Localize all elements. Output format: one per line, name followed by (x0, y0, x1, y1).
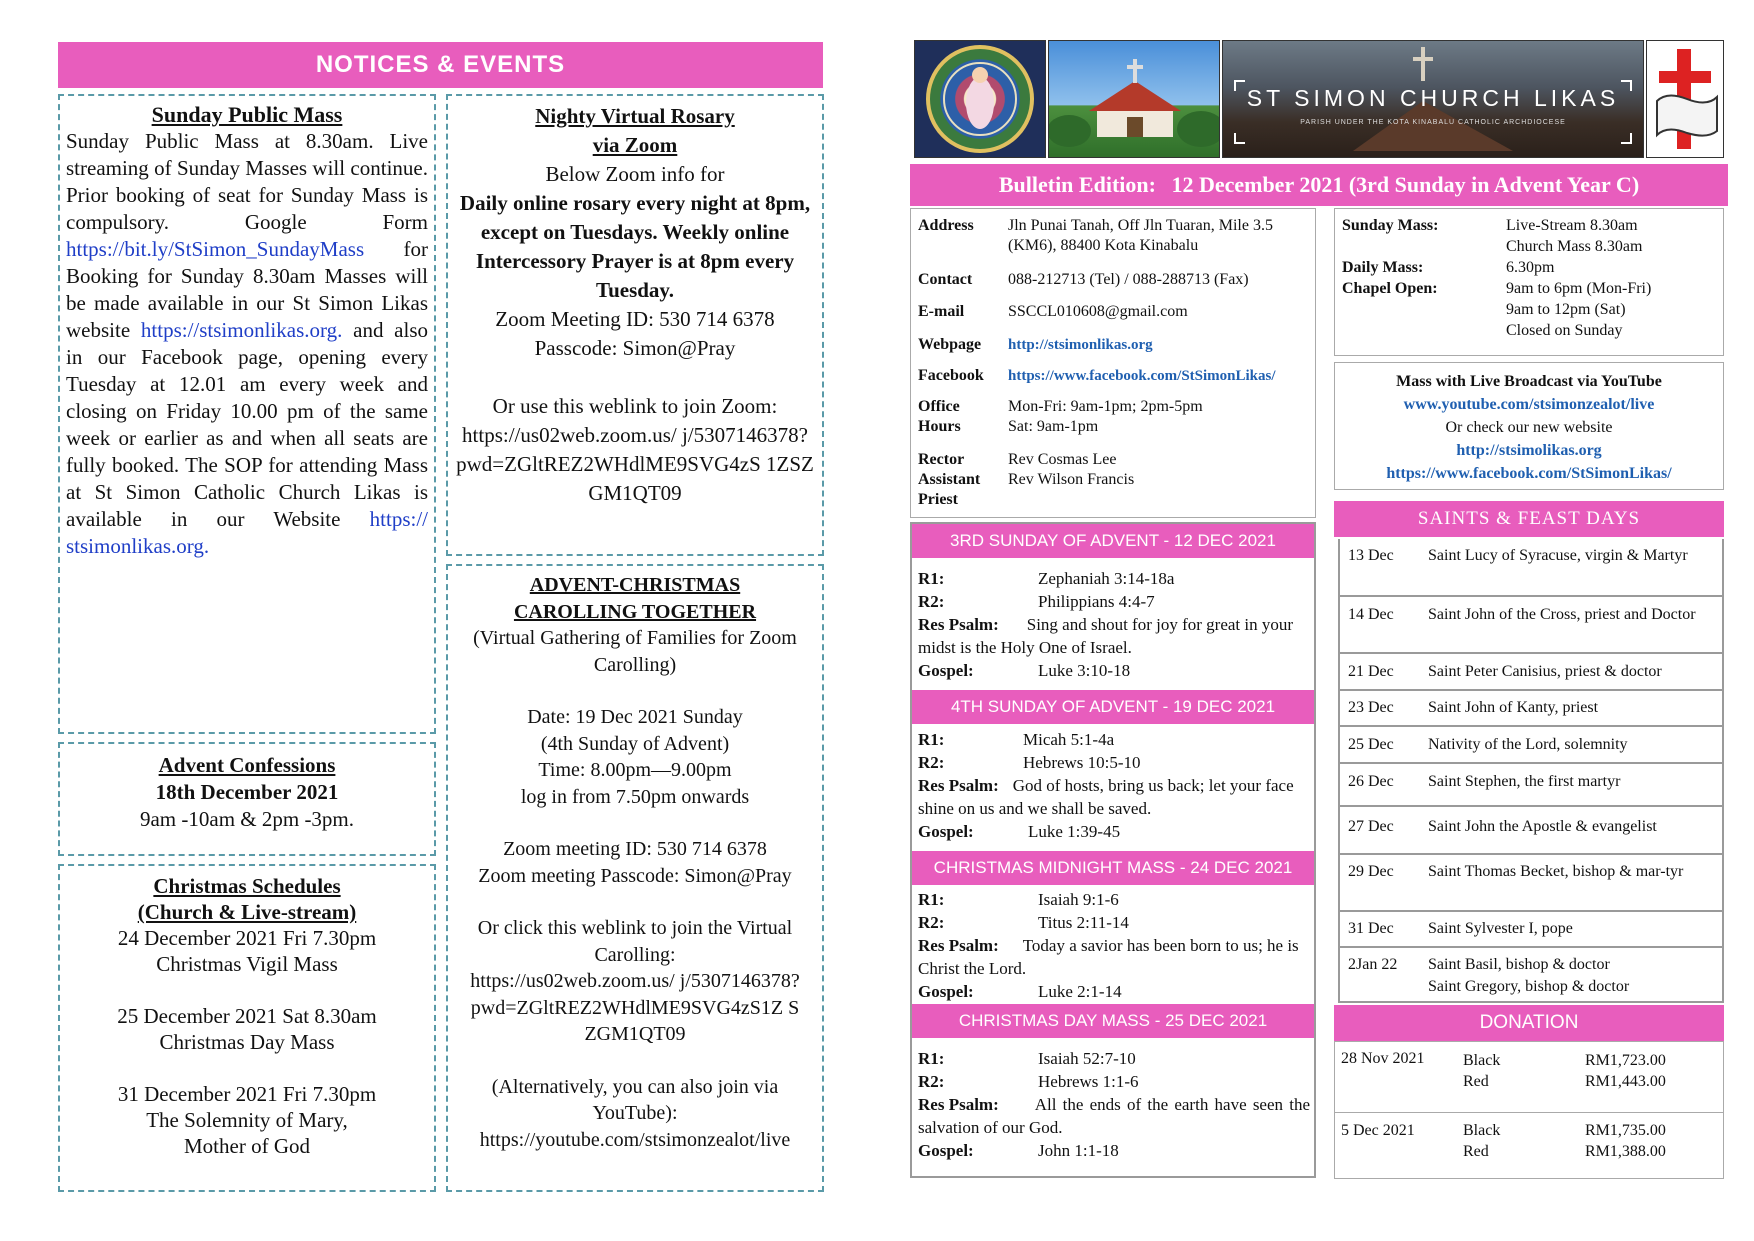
christmas-item (62, 1081, 432, 1159)
reading-header-2: 4TH SUNDAY OF ADVENT - 19 DEC 2021 (912, 690, 1314, 724)
rosary-intro: Below Zoom info for (545, 162, 725, 186)
info-value: Rev Cosmas Lee (1008, 451, 1117, 468)
parish-info (918, 216, 1312, 510)
donation-category: Red (1463, 1073, 1489, 1090)
carolling-passcode: Zoom meeting Passcode: Simon@Pray (478, 864, 792, 887)
r2-label: R2: (918, 753, 945, 772)
saint-date: 27 Dec (1348, 818, 1394, 835)
edition-label: Bulletin Edition: (998, 172, 1156, 197)
carolling-advent: (4th Sunday of Advent) (540, 732, 730, 755)
donation-table (1334, 1041, 1724, 1179)
christmas-schedules-content (62, 873, 432, 1159)
google-form-link[interactable]: https://bit.ly/StSimon_SundayMass (66, 237, 365, 261)
r2-value: Hebrews 10:5-10 (1023, 753, 1141, 772)
banner-title: ST SIMON CHURCH LIKAS (1246, 85, 1620, 111)
reading-block-1 (918, 567, 1310, 682)
donation-amount: RM1,388.00 (1585, 1143, 1666, 1160)
edition-value: 12 December 2021 (3rd Sunday in Advent Year C) (1171, 172, 1640, 197)
donation-date: 28 Nov 2021 (1341, 1050, 1425, 1067)
carolling-weblink-intro: Or click this weblink to join the Virtual Carolling: (477, 917, 793, 966)
reading-block-3 (918, 888, 1310, 1003)
carolling-time: Time: 8.00pm—9.00pm (538, 759, 732, 781)
saint-date: 14 Dec (1348, 606, 1394, 623)
donation-amount: RM1,443.00 (1585, 1073, 1666, 1090)
r1-value: Isaiah 9:1-6 (1038, 890, 1119, 909)
donation-header: DONATION (1334, 1005, 1724, 1041)
rosary-weblink[interactable]: https://us02web.zoom.us/ j/5307146378? pwd=ZGltREZ2WHdlME9SVG4zS 1ZSZGM1QT09 (456, 423, 814, 505)
carolling-title-2: CAROLLING TOGETHER (513, 600, 757, 623)
r1-label: R1: (918, 730, 945, 749)
sunday-mass-p1: Sunday Public Mass at 8.30am. Live streaming of Sunday Masses will continue. Prior booking of seat for Sunday Mass is compulsory. Google Form (66, 129, 428, 234)
church-photo (1048, 40, 1220, 158)
info-row-email (918, 302, 1312, 335)
r1-label: R1: (918, 569, 945, 588)
gospel-value: Luke 1:39-45 (1028, 822, 1121, 841)
christmas-title-1: Christmas Schedules (153, 874, 341, 898)
info-value: Sat: 9am-1pm (1008, 418, 1099, 435)
carolling-meeting-id: Zoom meeting ID: 530 714 6378 (503, 838, 767, 860)
info-value: 088-212713 (Tel) / 088-288713 (Fax) (1008, 271, 1249, 288)
christmas-item-line: Christmas Vigil Mass (156, 952, 338, 976)
sunday-livestream-time: Live-Stream 8.30am (1506, 217, 1638, 234)
saint-date: 29 Dec (1348, 863, 1394, 880)
info-label: Office Hours (918, 398, 961, 435)
info-label: Contact (918, 271, 973, 288)
daily-mass-label: Daily Mass: (1342, 259, 1424, 276)
confessions-content (62, 752, 432, 833)
christmas-item-line: 24 December 2021 Fri 7.30pm (117, 926, 377, 950)
info-value: Mon-Fri: 9am-1pm; 2pm-5pm (1008, 398, 1203, 415)
table-row (1340, 539, 1722, 595)
saint-date: 21 Dec (1348, 663, 1394, 680)
gospel-value: John 1:1-18 (1038, 1141, 1119, 1160)
r2-value: Titus 2:11-14 (1038, 913, 1129, 932)
info-label: Address (918, 217, 974, 234)
info-value: SSCCL010608@gmail.com (1008, 303, 1188, 320)
confessions-title: Advent Confessions (158, 753, 336, 777)
gospel-label: Gospel: (918, 982, 974, 1001)
confessions-date: 18th December 2021 (155, 780, 339, 804)
saints-table (1338, 539, 1724, 1003)
r1-label: R1: (918, 1049, 945, 1068)
christmas-item (62, 1003, 432, 1055)
chapel-hours: 9am to 6pm (Mon-Fri) (1506, 280, 1652, 297)
table-row (1335, 1042, 1723, 1112)
chapel-hours: Closed on Sunday (1506, 322, 1623, 339)
banner-subtitle: PARISH UNDER THE KOTA KINABALU CATHOLIC ARCHDIOCESE (1300, 119, 1566, 126)
new-website-link[interactable]: http://stsimolikas.org (1456, 442, 1602, 459)
info-row-facebook (918, 366, 1312, 397)
reading-block-4 (918, 1047, 1310, 1162)
donation-date: 5 Dec 2021 (1341, 1122, 1415, 1139)
saint-name: Saint Thomas Becket, bishop & mar-tyr (1428, 863, 1684, 880)
christmas-item-line: Christmas Day Mass (159, 1030, 335, 1054)
rosary-title-2: via Zoom (592, 133, 678, 157)
table-row (1340, 946, 1722, 1003)
saint-date: 26 Dec (1348, 773, 1394, 790)
saint-date: 2Jan 22 (1348, 956, 1398, 973)
carolling-weblink[interactable]: https://us02web.zoom.us/ j/5307146378? pwd=ZGltREZ2WHdlME9SVG4zS1Z SZGM1QT09 (470, 970, 800, 1045)
sop-website-link[interactable]: https:// stsimonlikas.org. (66, 507, 429, 558)
stained-glass-image (914, 40, 1046, 158)
saint-name: Saint John the Apostle & evangelist (1428, 818, 1657, 835)
donation-amount: RM1,735.00 (1585, 1122, 1666, 1139)
chapel-open-label: Chapel Open: (1342, 280, 1438, 297)
donation-category: Black (1463, 1052, 1501, 1069)
r1-label: R1: (918, 890, 945, 909)
gospel-label: Gospel: (918, 822, 974, 841)
r2-value: Philippians 4:4-7 (1038, 592, 1155, 611)
saint-date: 31 Dec (1348, 920, 1394, 937)
saint-date: 23 Dec (1348, 699, 1394, 716)
info-value: Jln Punai Tanah, Off Jln Tuaran, Mile 3.5 (KM6), 88400 Kota Kinabalu (1008, 217, 1273, 254)
youtube-link[interactable]: www.youtube.com/stsimonzealot/live (1403, 396, 1655, 413)
gospel-value: Luke 3:10-18 (1038, 661, 1131, 680)
psalm-value: God of hosts, bring us back; let your face shine on us and we shall be saved. (918, 776, 1294, 818)
christmas-item-line: 25 December 2021 Sat 8.30am (117, 1004, 377, 1028)
table-row (1340, 652, 1722, 689)
saint-name: Saint John of the Cross, priest and Doctor (1428, 606, 1696, 623)
webpage-link[interactable]: http://stsimonlikas.org (1008, 337, 1153, 353)
sunday-mass-content (66, 101, 428, 560)
rosary-passcode: Passcode: Simon@Pray (534, 336, 736, 360)
info-row-rector (918, 450, 1312, 470)
broadcast-title: Mass with Live Broadcast via YouTube (1396, 373, 1662, 390)
christmas-title-2: (Church & Live-stream) (137, 900, 357, 924)
rosary-title-1: Nighty Virtual Rosary (535, 104, 735, 128)
saints-header: SAINTS & FEAST DAYS (1334, 501, 1724, 537)
carolling-login: log in from 7.50pm onwards (520, 785, 750, 808)
reading-header-4: CHRISTMAS DAY MASS - 25 DEC 2021 (912, 1004, 1314, 1038)
info-label: Facebook (918, 367, 984, 384)
confessions-time: 9am -10am & 2pm -3pm. (139, 807, 355, 831)
info-row-assistant (918, 470, 1312, 510)
christmas-item-line: Mother of God (184, 1134, 310, 1158)
info-row-office-hours (918, 397, 1312, 450)
reading-block-2 (918, 728, 1310, 843)
broadcast-facebook-link[interactable]: https://www.facebook.com/StSimonLikas/ (1386, 465, 1672, 482)
table-row (1340, 725, 1722, 762)
sunday-mass-p3: and also in our Facebook page, opening every Tuesday at 12.01 am every week and closing on Friday 10.00 pm of the same week or earlier as and when all seats are fully booked. The SOP for attending Mass at St Simon Catholic Church Likas is available in our Website (66, 318, 429, 531)
psalm-label: Res Psalm: (918, 936, 999, 955)
info-value: Rev Wilson Francis (1008, 471, 1135, 488)
carolling-title-1: ADVENT-CHRISTMAS (529, 574, 741, 596)
reading-header-1: 3RD SUNDAY OF ADVENT - 12 DEC 2021 (912, 524, 1314, 558)
bulletin-edition-bar (910, 164, 1728, 206)
psalm-value: Today a savior has been born to us; he is Christ the Lord. (918, 936, 1299, 978)
info-label: E-mail (918, 303, 965, 320)
saint-name: Saint Gregory, bishop & doctor (1428, 978, 1630, 995)
gospel-value: Luke 2:1-14 (1038, 982, 1122, 1001)
saint-name: Nativity of the Lord, solemnity (1428, 736, 1628, 753)
info-row-webpage (918, 335, 1312, 366)
saint-name: Saint Peter Canisius, priest & doctor (1428, 663, 1662, 680)
psalm-label: Res Psalm: (918, 615, 999, 634)
christmas-item-line: 31 December 2021 Fri 7.30pm (117, 1082, 377, 1106)
info-row-address (918, 216, 1312, 270)
sunday-mass-p2: for Booking for Sunday 8.30am Masses will be made available in our St Simon Likas website (66, 237, 428, 342)
gospel-label: Gospel: (918, 1141, 974, 1160)
sunday-mass-title: Sunday Public Mass (151, 102, 343, 127)
carolling-content (452, 572, 818, 1153)
notices-header: NOTICES & EVENTS (58, 42, 823, 88)
saint-date: 25 Dec (1348, 736, 1394, 753)
facebook-link[interactable]: https://www.facebook.com/StSimonLikas/ (1008, 368, 1276, 384)
r2-label: R2: (918, 913, 945, 932)
mass-times (1342, 216, 1722, 356)
chapel-hours: 9am to 12pm (Sat) (1506, 301, 1626, 318)
info-label: Webpage (918, 336, 982, 353)
carolling-date: Date: 19 Dec 2021 Sunday (527, 706, 743, 728)
saint-date: 13 Dec (1348, 547, 1394, 564)
saint-name: Saint John of Kanty, priest (1428, 699, 1599, 716)
r1-value: Micah 5:1-4a (1023, 730, 1115, 749)
rosary-meeting-id: Zoom Meeting ID: 530 714 6378 (495, 307, 775, 331)
saint-name: Saint Basil, bishop & doctor (1428, 956, 1610, 973)
info-row-contact (918, 270, 1312, 302)
sunday-mass-label: Sunday Mass: (1342, 217, 1439, 234)
saint-name: Saint Stephen, the first martyr (1428, 773, 1621, 790)
table-row (1340, 595, 1722, 652)
psalm-value: Sing and shout for joy for great in your midst is the Holy One of Israel. (918, 615, 1294, 657)
psalm-label: Res Psalm: (918, 776, 999, 795)
r2-label: R2: (918, 1072, 945, 1091)
christmas-item (62, 925, 432, 977)
info-label: Assistant Priest (918, 471, 981, 508)
r1-value: Zephaniah 3:14-18a (1038, 569, 1175, 588)
reading-header-3: CHRISTMAS MIDNIGHT MASS - 24 DEC 2021 (912, 851, 1314, 885)
r1-value: Isaiah 52:7-10 (1038, 1049, 1136, 1068)
table-row (1340, 910, 1722, 946)
saint-name: Saint Lucy of Syracuse, virgin & Martyr (1428, 547, 1688, 564)
rosary-schedule: Daily online rosary every night at 8pm, except on Tuesdays. Weekly online Intercessory Prayer is at 8pm every Tuesday. (459, 191, 811, 302)
table-row (1340, 853, 1722, 910)
cross-logo-icon (1646, 40, 1724, 158)
table-row (1340, 805, 1722, 853)
carolling-alt: (Alternatively, you can also join via YouTube): (491, 1075, 779, 1124)
info-label: Rector (918, 451, 965, 468)
carolling-youtube[interactable]: https://youtube.com/stsimonzealot/live (479, 1128, 791, 1151)
banner-title-panel (1222, 40, 1644, 158)
donation-category: Black (1463, 1122, 1501, 1139)
psalm-value: All the ends of the earth have seen the salvation of our God. (918, 1095, 1310, 1137)
broadcast-content (1336, 370, 1722, 485)
carolling-sub: (Virtual Gathering of Families for Zoom Carolling) (473, 627, 797, 676)
psalm-label: Res Psalm: (918, 1095, 999, 1114)
r2-label: R2: (918, 592, 945, 611)
broadcast-or: Or check our new website (1445, 419, 1613, 436)
donation-amount: RM1,723.00 (1585, 1052, 1666, 1069)
rosary-weblink-intro: Or use this weblink to join Zoom: (492, 394, 778, 418)
sunday-church-time: Church Mass 8.30am (1506, 238, 1643, 255)
website-link[interactable]: https://stsimonlikas.org. (140, 318, 343, 342)
r2-value: Hebrews 1:1-6 (1038, 1072, 1139, 1091)
rosary-content (452, 102, 818, 508)
christmas-item-line: The Solemnity of Mary, (146, 1108, 348, 1132)
table-row (1340, 689, 1722, 725)
saint-name: Saint Sylvester I, pope (1428, 920, 1573, 937)
gospel-label: Gospel: (918, 661, 974, 680)
donation-category: Red (1463, 1143, 1489, 1160)
table-row (1335, 1112, 1723, 1180)
table-row (1340, 762, 1722, 805)
daily-mass-time: 6.30pm (1506, 259, 1555, 276)
